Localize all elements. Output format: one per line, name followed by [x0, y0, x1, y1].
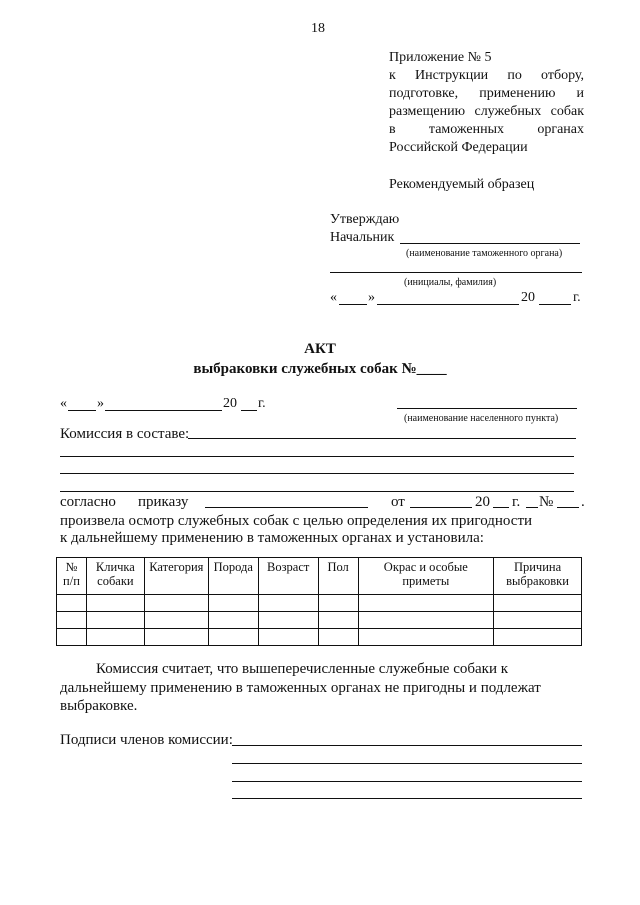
act-year-suffix: г.: [258, 396, 266, 411]
appendix-line: размещению служебных собак: [389, 104, 584, 119]
page-number: 18: [311, 21, 325, 36]
approval-day-line[interactable]: [339, 304, 367, 305]
commission-line[interactable]: [188, 438, 576, 439]
order-word-from: от: [391, 494, 405, 510]
order-date-line[interactable]: [410, 507, 472, 508]
approval-month-line[interactable]: [377, 304, 519, 305]
header-dog-name: Кличка собаки: [86, 558, 144, 595]
commission-line[interactable]: [60, 473, 574, 474]
commission-label: Комиссия в составе:: [60, 426, 190, 442]
table-cell[interactable]: [144, 612, 208, 629]
appendix-line: к Инструкции по отбору,: [389, 68, 584, 83]
inspection-text-line2: к дальнейшему применению в таможенных органах и установила:: [60, 530, 484, 546]
appendix-reference: [389, 67, 584, 157]
order-gap-line: [526, 507, 538, 508]
signature-line[interactable]: [232, 798, 582, 799]
approval-year-line[interactable]: [539, 304, 571, 305]
table-cell[interactable]: [494, 629, 582, 646]
approval-year: 20: [521, 290, 535, 305]
table-cell[interactable]: [57, 629, 87, 646]
appendix-line: в таможенных органах: [389, 122, 584, 137]
act-subtitle: выбраковки служебных собак №____: [193, 361, 447, 377]
act-month-line[interactable]: [105, 410, 222, 411]
place-hint: (наименование населенного пункта): [404, 413, 559, 424]
dogs-table: [56, 557, 582, 646]
table-cell[interactable]: [358, 595, 494, 612]
table-cell[interactable]: [358, 629, 494, 646]
appendix-title: Приложение № 5: [389, 50, 492, 65]
table-cell[interactable]: [57, 612, 87, 629]
approval-quote-open: «: [330, 290, 337, 305]
commission-line[interactable]: [60, 456, 574, 457]
table-cell[interactable]: [258, 595, 318, 612]
header-number: № п/п: [57, 558, 87, 595]
appendix-line: Российской Федерации: [389, 140, 528, 155]
table-cell[interactable]: [494, 612, 582, 629]
conclusion-line3: выбраковке.: [60, 698, 138, 714]
act-year-line[interactable]: [241, 410, 257, 411]
table-cell[interactable]: [318, 629, 358, 646]
header-sex: Пол: [318, 558, 358, 595]
head-name-hint: (инициалы, фамилия): [404, 277, 497, 288]
approval-quote-close: »: [368, 290, 375, 305]
act-quote-open: «: [60, 396, 67, 411]
table-cell[interactable]: [258, 629, 318, 646]
order-year-suffix: г.: [512, 494, 521, 510]
approval-year-suffix: г.: [573, 290, 581, 305]
table-header-row: [57, 558, 582, 595]
table-cell[interactable]: [208, 595, 258, 612]
conclusion-line2: дальнейшему применению в таможенных органах не пригодны и подлежат: [60, 680, 541, 696]
order-period: .: [581, 494, 585, 510]
head-name-line[interactable]: [330, 272, 582, 273]
org-name-line[interactable]: [400, 243, 580, 244]
table-cell[interactable]: [358, 612, 494, 629]
header-category: Категория: [144, 558, 208, 595]
appendix-line: подготовке, применению и: [389, 86, 584, 101]
act-title: АКТ: [304, 341, 336, 357]
header-reason: Причина выбраковки: [494, 558, 582, 595]
table-cell[interactable]: [318, 612, 358, 629]
signature-line[interactable]: [232, 781, 582, 782]
act-year: 20: [223, 396, 237, 411]
table-row: [57, 595, 582, 612]
order-year-line[interactable]: [493, 507, 509, 508]
inspection-text-line1: произвела осмотр служебных собак с целью определения их пригодности: [60, 513, 533, 529]
table-row: [57, 612, 582, 629]
order-year: 20: [475, 494, 490, 510]
table-cell[interactable]: [208, 629, 258, 646]
table-cell[interactable]: [208, 612, 258, 629]
order-number-sign: №: [539, 494, 554, 510]
conclusion-line1: Комиссия считает, что вышеперечисленные служебные собаки к: [96, 661, 509, 677]
table-cell[interactable]: [144, 629, 208, 646]
header-age: Возраст: [258, 558, 318, 595]
order-number-line[interactable]: [557, 507, 579, 508]
recommended-sample: Рекомендуемый образец: [389, 177, 535, 192]
table-cell[interactable]: [86, 612, 144, 629]
table-cell[interactable]: [144, 595, 208, 612]
order-word-according: согласно: [60, 494, 116, 510]
signature-line[interactable]: [232, 745, 582, 746]
order-name-line[interactable]: [205, 507, 368, 508]
act-day-line[interactable]: [68, 410, 96, 411]
head-label: Начальник: [330, 230, 395, 245]
order-word-order: приказу: [138, 494, 189, 510]
table-cell[interactable]: [86, 595, 144, 612]
table-cell[interactable]: [86, 629, 144, 646]
commission-line[interactable]: [60, 491, 574, 492]
table-cell[interactable]: [494, 595, 582, 612]
table-cell[interactable]: [318, 595, 358, 612]
table-row: [57, 629, 582, 646]
signature-line[interactable]: [232, 763, 582, 764]
act-quote-close: »: [97, 396, 104, 411]
org-name-hint: (наименование таможенного органа): [406, 248, 563, 259]
header-color-marks: Окрас и особые приметы: [358, 558, 494, 595]
header-breed: Порода: [208, 558, 258, 595]
signatures-label: Подписи членов комиссии:: [60, 732, 233, 748]
approve-label: Утверждаю: [330, 212, 400, 227]
table-cell[interactable]: [258, 612, 318, 629]
place-line[interactable]: [397, 408, 577, 409]
table-cell[interactable]: [57, 595, 87, 612]
